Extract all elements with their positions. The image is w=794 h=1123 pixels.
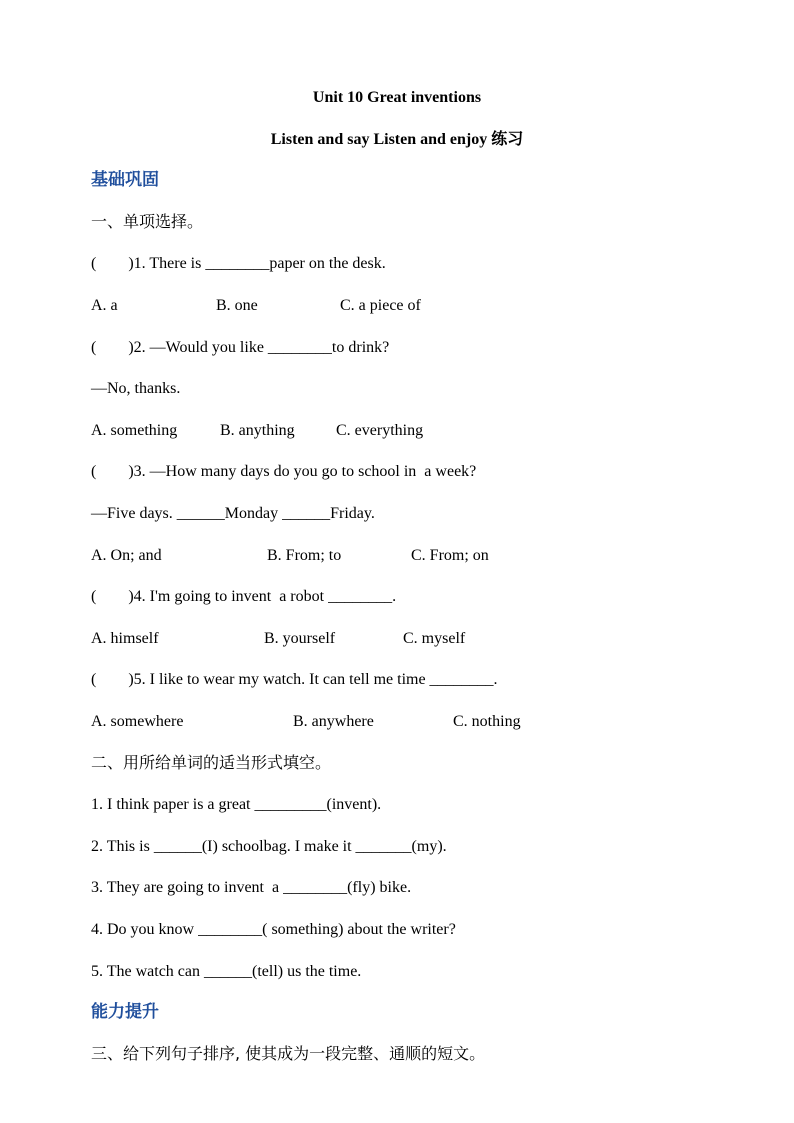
part3-heading: 三、给下列句子排序, 使其成为一段完整、通顺的短文。 bbox=[91, 1044, 486, 1063]
part2-heading: 二、用所给单词的适当形式填空。 bbox=[91, 753, 332, 772]
question-3-answer-line: —Five days. ______Monday ______Friday. bbox=[91, 505, 375, 522]
fill-item-3: 3. They are going to invent a ________(fly) bike. bbox=[91, 879, 412, 896]
q2-option-c: C. everything bbox=[336, 422, 424, 439]
q5-option-a: A. somewhere bbox=[91, 713, 184, 730]
q3-option-b: B. From; to bbox=[267, 547, 342, 564]
question-2-answer-line: —No, thanks. bbox=[91, 380, 181, 397]
worksheet-title: Unit 10 Great inventions bbox=[312, 89, 482, 106]
fill-item-2: 2. This is ______(I) schoolbag. I make it _______(my). bbox=[91, 838, 447, 855]
question-5: ( )5. I like to wear my watch. It can tell me time ________. bbox=[91, 671, 498, 688]
q4-option-c: C. myself bbox=[403, 630, 466, 647]
fill-item-1: 1. I think paper is a great _________(invent). bbox=[91, 796, 382, 813]
section-advance-heading: 能力提升 bbox=[91, 1002, 159, 1021]
question-4: ( )4. I'm going to invent a robot ________. bbox=[91, 588, 397, 605]
q5-option-c: C. nothing bbox=[453, 713, 521, 730]
section-basic-heading: 基础巩固 bbox=[91, 170, 159, 189]
q4-option-b: B. yourself bbox=[264, 630, 336, 647]
fill-item-4: 4. Do you know ________( something) about the writer? bbox=[91, 921, 456, 938]
fill-item-5: 5. The watch can ______(tell) us the time. bbox=[91, 963, 362, 980]
part1-heading: 一、单项选择。 bbox=[91, 212, 204, 231]
question-2: ( )2. —Would you like ________to drink? bbox=[91, 339, 390, 356]
q5-option-b: B. anywhere bbox=[293, 713, 374, 730]
q2-option-b: B. anything bbox=[220, 422, 295, 439]
q4-option-a: A. himself bbox=[91, 630, 159, 647]
q1-option-b: B. one bbox=[216, 297, 258, 314]
q1-option-c: C. a piece of bbox=[340, 297, 421, 314]
question-3: ( )3. —How many days do you go to school in a week? bbox=[91, 463, 477, 480]
q2-option-a: A. something bbox=[91, 422, 178, 439]
worksheet-subtitle: Listen and say Listen and enjoy 练习 bbox=[270, 131, 524, 148]
q3-option-a: A. On; and bbox=[91, 547, 162, 564]
question-1: ( )1. There is ________paper on the desk. bbox=[91, 255, 386, 272]
q3-option-c: C. From; on bbox=[411, 547, 489, 564]
q1-option-a: A. a bbox=[91, 297, 118, 314]
